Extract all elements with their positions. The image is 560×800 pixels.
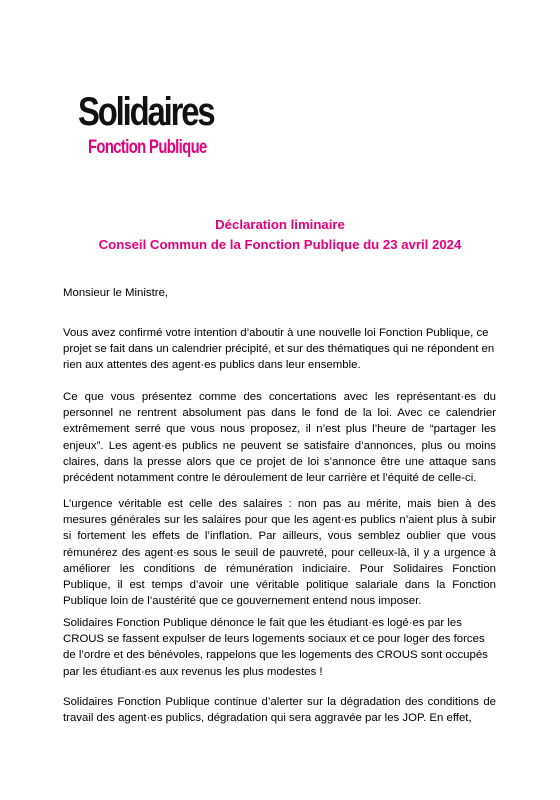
solidaires-logo <box>78 90 238 158</box>
heading-title: Déclaration liminaire <box>215 217 345 232</box>
paragraph: Solidaires Fonction Publique continue d’alerter sur la dégradation des conditions de travail des agent·es publics, dégradation qui sera aggravée par les JOP. En effet, <box>63 696 496 725</box>
paragraph: Ce que vous présentez comme des concertations avec les représentant·es du personnel ne rentrent absolument pas dans le fond de la loi. Avec ce calendrier extrêmement serré que vous nous proposez, il n’est plus l’heure de “partager les enjeux”. Les agent·es publics ne peuvent se satisfaire d’annonces, plus ou moins claires, dans la presse alors que ce projet de loi s’annonce être une attaque sans précédent notamment contre le déroulement de leur carrière et l’équité de celle-ci. <box>63 391 496 485</box>
document-heading <box>0 215 560 255</box>
paragraph: Solidaires Fonction Publique dénonce le fait que les étudiant·es logé·es par les CROUS se fassent expulser de leurs logements sociaux et ce pour loger des forces de l’ordre et des bénévoles, rappelons que les logements des CROUS sont occupés par les étudiant·es aux revenus les plus modestes ! <box>63 617 488 678</box>
salutation: Monsieur le Ministre, <box>63 287 169 299</box>
paragraph: L’urgence véritable est celle des salaires : non pas au mérite, mais bien à des mesures générales sur les salaires pour que les agent·es publics n’aient plus à subir si fortement les effets de l’inflation. Par ailleurs, vous semblez oublier que vous rémunérez des agent·es sous le seuil de pauvreté, pour celleux-là, il y a urgence à améliorer les conditions de rémunération indiciaire. Pour Solidaires Fonction Publique, il est temps d’avoir une véritable politique salariale dans la Fonction Publique loin de l’austérité que ce gouvernement entend nous imposer. <box>63 498 496 608</box>
heading-subtitle: Conseil Commun de la Fonction Publique du 23 avril 2024 <box>98 237 462 252</box>
paragraph: Vous avez confirmé votre intention d’aboutir à une nouvelle loi Fonction Publique, ce projet se fait dans un calendrier précipité, et sur des thématiques qui ne répondent en rien aux attentes des agent·es publics dans leur ensemble. <box>63 327 495 372</box>
logo-name: Solidaires <box>78 90 214 134</box>
logo-subtitle: Fonction Publique <box>88 137 207 158</box>
